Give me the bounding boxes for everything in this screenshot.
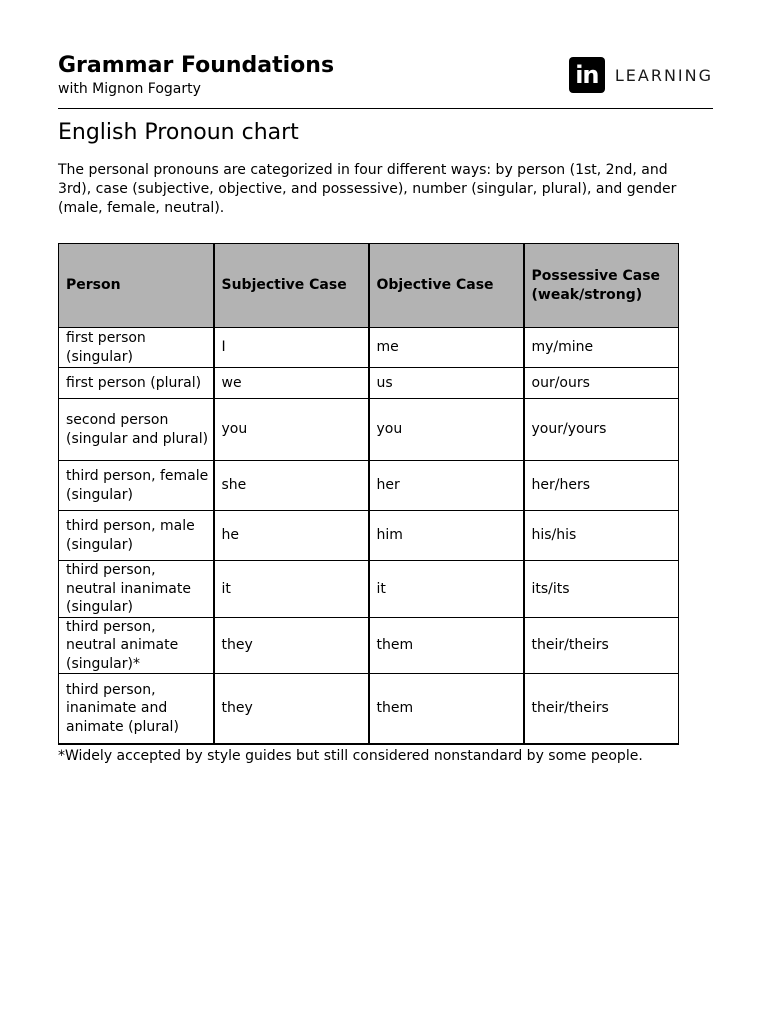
cell-person: first person (plural) [59,368,214,399]
page-heading: English Pronoun chart [58,120,299,145]
table-row [59,368,679,399]
cell-subjective: we [214,368,369,399]
cell-subjective: he [214,511,369,561]
cell-possessive: my/mine [524,328,679,368]
cell-subjective: they [214,674,369,744]
cell-possessive: her/hers [524,461,679,511]
column-header-objective: Objective Case [369,244,524,328]
cell-subjective: you [214,399,369,461]
cell-person: second person (singular and plural) [59,399,214,461]
cell-person: third person, neutral animate (singular)* [59,617,214,674]
linkedin-in-icon: in [569,57,605,93]
cell-objective: them [369,617,524,674]
cell-person: third person, female (singular) [59,461,214,511]
cell-objective: her [369,461,524,511]
table-row [59,674,679,744]
cell-subjective: she [214,461,369,511]
course-title: Grammar Foundations [58,53,335,78]
table-row [59,617,679,674]
cell-objective: him [369,511,524,561]
cell-objective: us [369,368,524,399]
cell-possessive: its/its [524,561,679,618]
footnote: *Widely accepted by style guides but still considered nonstandard by some people. [58,748,643,764]
intro-paragraph: The personal pronouns are categorized in four different ways: by person (1st, 2nd, and 3rd), case (subjective, objective, and possessive), number (singular, plural), and gender (male, female, neutral). [58,162,677,216]
cell-person: third person, neutral inanimate (singular) [59,561,214,618]
cell-possessive: their/theirs [524,617,679,674]
table-row [59,561,679,618]
cell-person: third person, male (singular) [59,511,214,561]
cell-subjective: I [214,328,369,368]
document-header [58,52,713,108]
cell-possessive: our/ours [524,368,679,399]
cell-person: first person (singular) [59,328,214,368]
cell-objective: me [369,328,524,368]
course-subtitle: with Mignon Fogarty [58,81,201,97]
table-row [59,399,679,461]
table-row [59,511,679,561]
cell-possessive: his/his [524,511,679,561]
linkedin-learning-logo [569,57,713,93]
cell-possessive: your/yours [524,399,679,461]
cell-objective: it [369,561,524,618]
header-divider [58,108,713,109]
cell-objective: them [369,674,524,744]
column-header-person: Person [59,244,214,328]
table-header-row [59,244,679,328]
pronoun-table [58,243,679,745]
cell-subjective: they [214,617,369,674]
cell-objective: you [369,399,524,461]
column-header-subjective: Subjective Case [214,244,369,328]
logo-wordmark: LEARNING [614,65,713,85]
cell-subjective: it [214,561,369,618]
cell-person: third person, inanimate and animate (plural) [59,674,214,744]
cell-possessive: their/theirs [524,674,679,744]
table-row [59,461,679,511]
column-header-possessive: Possessive Case (weak/strong) [524,244,679,328]
table-row [59,328,679,368]
